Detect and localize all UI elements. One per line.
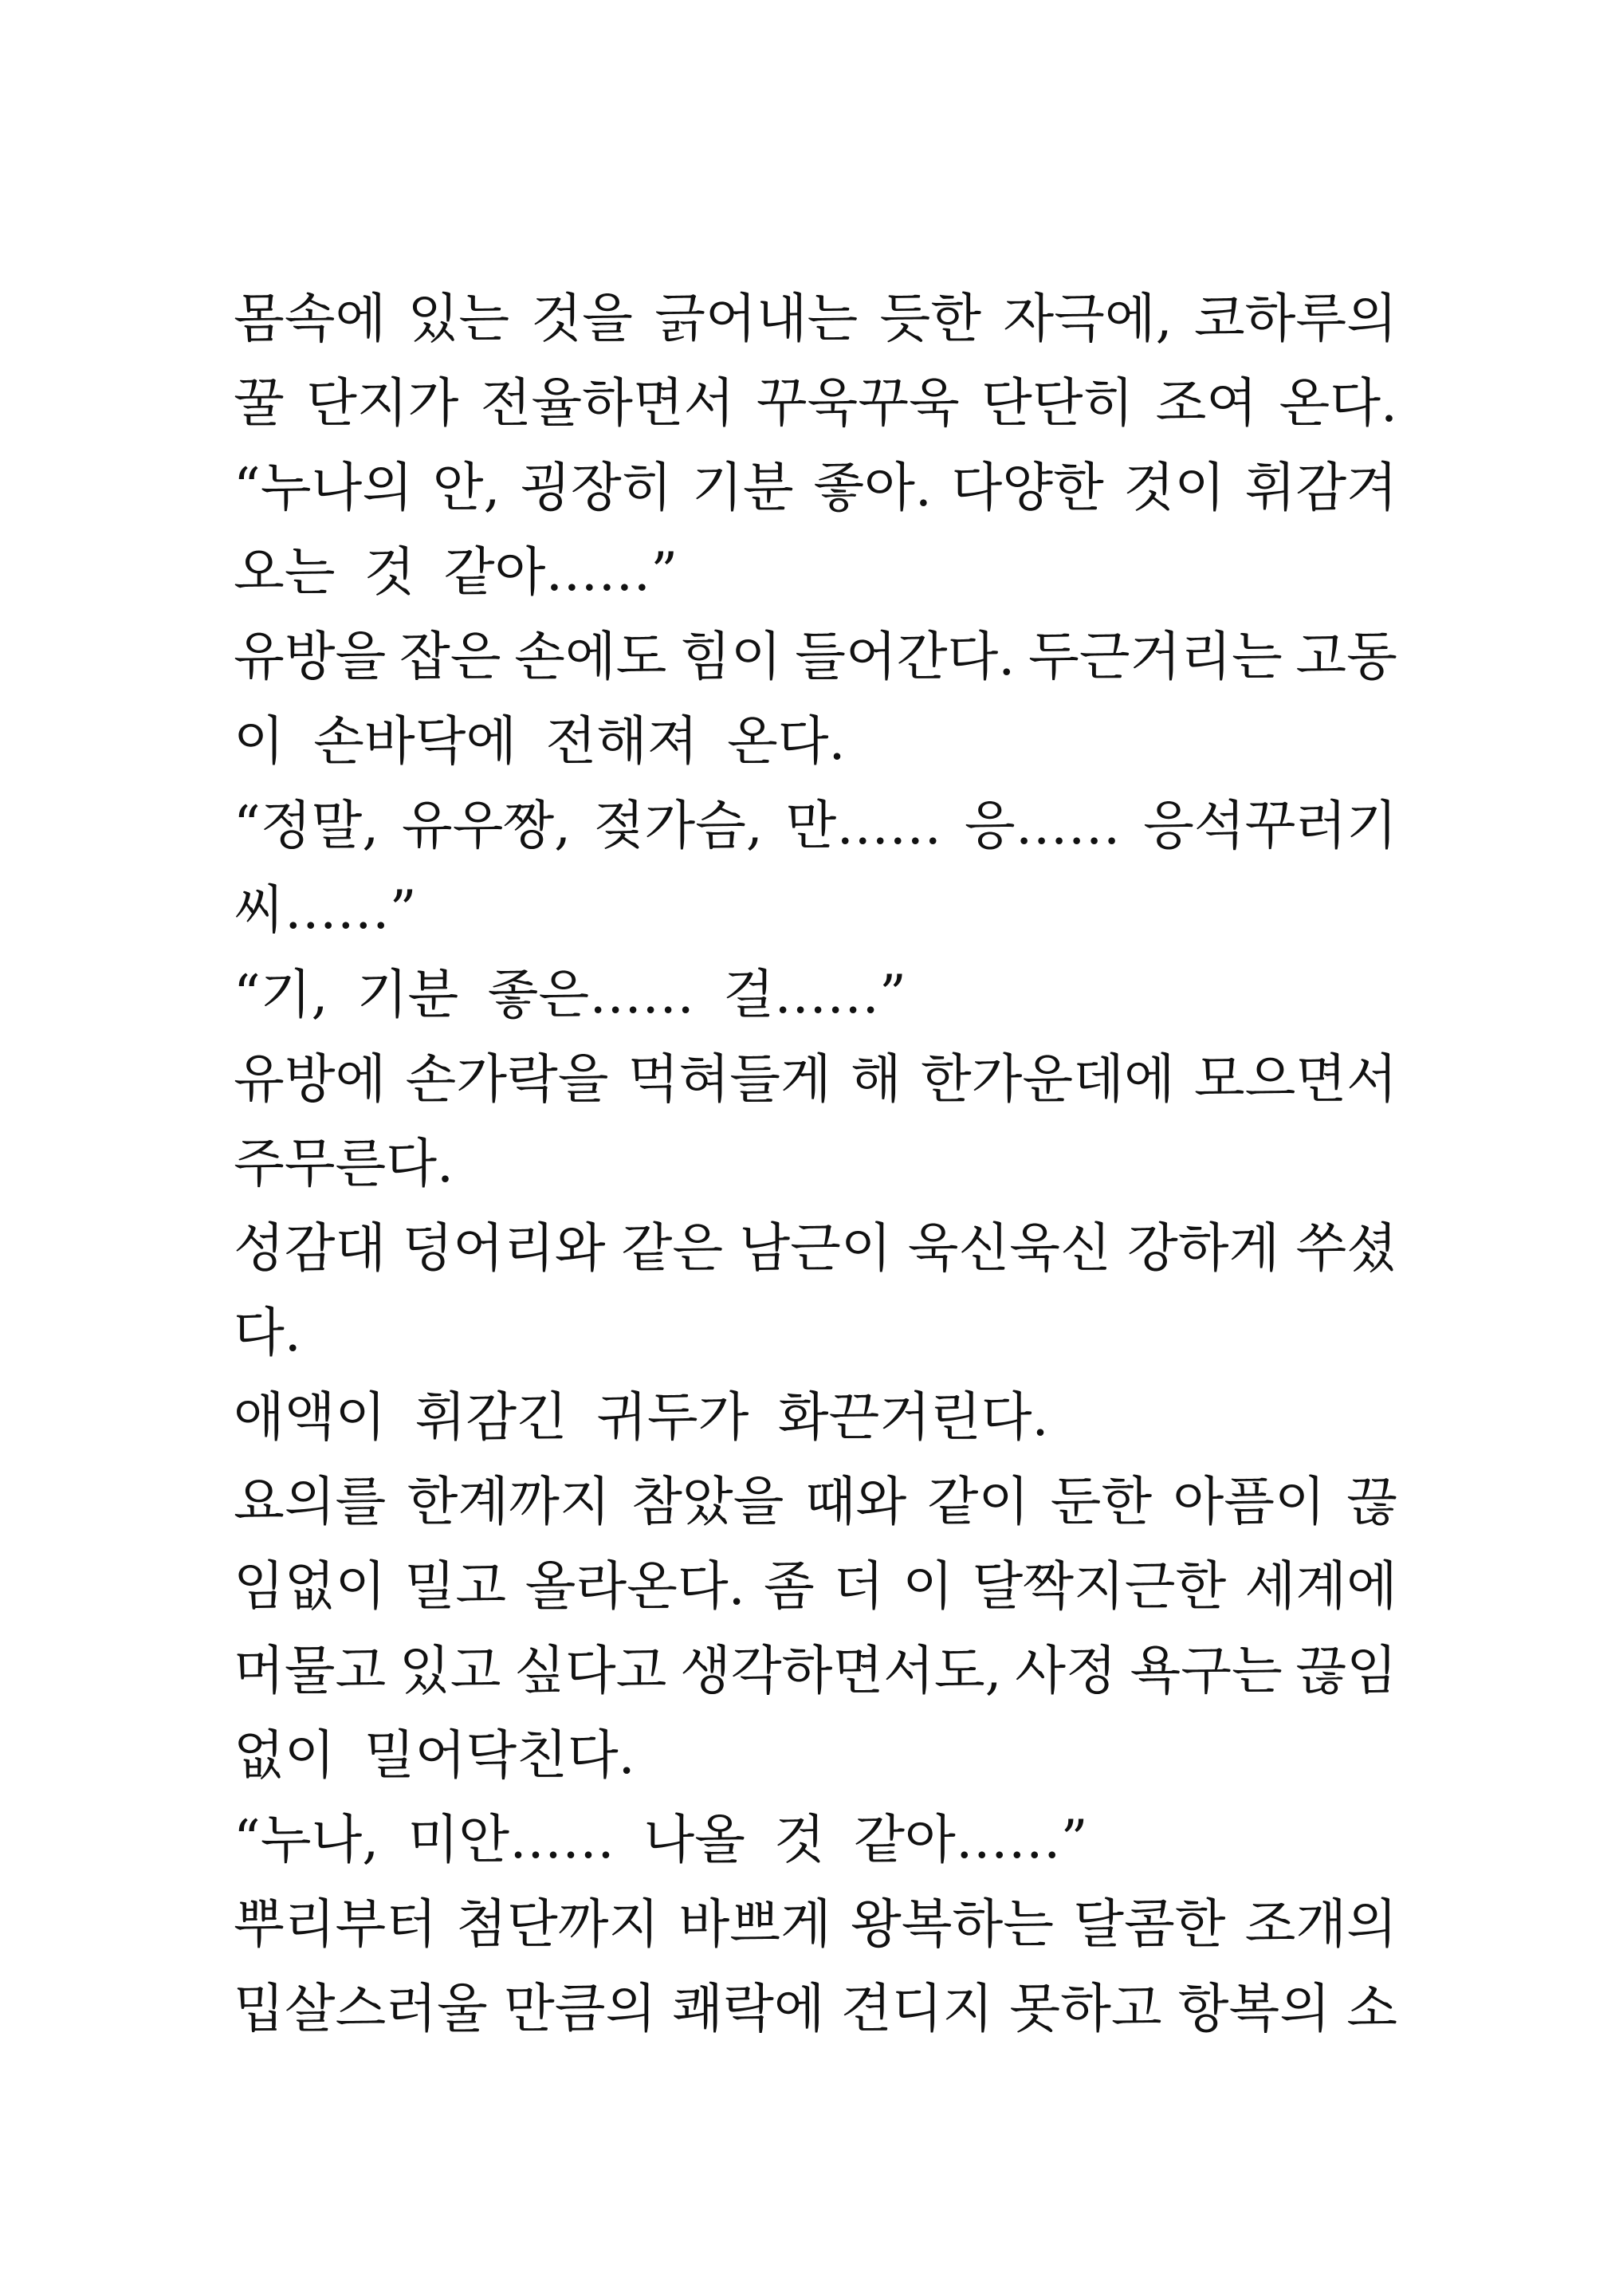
word: 기분 bbox=[356, 963, 459, 1025]
text-line bbox=[234, 525, 1397, 609]
word: 조개의 bbox=[1244, 1893, 1397, 1955]
word: “누나의 bbox=[234, 456, 414, 518]
word: 굉장히 bbox=[520, 456, 673, 518]
word: “기, bbox=[234, 963, 328, 1025]
word: 것 bbox=[774, 1808, 825, 1870]
word: “정말, bbox=[234, 794, 379, 856]
text-line bbox=[234, 863, 1397, 947]
word: 때와 bbox=[804, 1470, 907, 1532]
word: 쑤셨 bbox=[1295, 1217, 1397, 1279]
text-line bbox=[234, 1201, 1397, 1285]
word: 머물고 bbox=[234, 1639, 387, 1701]
word: 주무른다. bbox=[234, 1132, 454, 1194]
word: 밀어닥친다. bbox=[364, 1724, 635, 1786]
word: 끊 bbox=[1346, 1470, 1397, 1532]
text-line bbox=[234, 271, 1397, 356]
word: 올라온다. bbox=[525, 1555, 745, 1617]
word: 온다. bbox=[726, 710, 846, 772]
word: 힘이 bbox=[680, 625, 782, 687]
word: 씨……” bbox=[234, 879, 417, 941]
word: 요의를 bbox=[234, 1470, 387, 1532]
word: 기분 bbox=[692, 456, 794, 518]
text-line bbox=[234, 1370, 1397, 1454]
word: 꾸욱꾸욱 bbox=[756, 372, 960, 434]
word: 달짝지근한 bbox=[972, 1555, 1227, 1617]
text-line bbox=[234, 1539, 1397, 1623]
word: 듯한 bbox=[879, 287, 982, 349]
word: 미안…… bbox=[407, 1808, 615, 1870]
word: 다양한 bbox=[951, 456, 1104, 518]
word: 다. bbox=[234, 1301, 301, 1363]
word: 전해져 bbox=[545, 710, 698, 772]
word: 들어간다. bbox=[795, 625, 1016, 687]
word: 유우짱, bbox=[401, 794, 572, 856]
word: 좀 bbox=[763, 1555, 815, 1617]
word: 응…… bbox=[964, 794, 1121, 856]
word: 온다. bbox=[1279, 372, 1397, 434]
text-line bbox=[234, 1454, 1397, 1539]
text-line bbox=[234, 1285, 1397, 1370]
word: 뿌리부터 bbox=[234, 1893, 438, 1955]
text-line bbox=[234, 1032, 1397, 1116]
word: 오는 bbox=[234, 541, 336, 603]
word: 끊임 bbox=[1295, 1639, 1397, 1701]
word: 잡은 bbox=[399, 625, 501, 687]
word: 아픔이 bbox=[1173, 1470, 1326, 1532]
word: 덩어리와 bbox=[402, 1217, 606, 1279]
word: 사정 bbox=[1015, 1639, 1117, 1701]
word: 참았을 bbox=[631, 1470, 784, 1532]
word: 같아……” bbox=[443, 541, 678, 603]
word: 단단히 bbox=[981, 372, 1134, 434]
word: 만…… bbox=[785, 794, 942, 856]
text-line bbox=[234, 356, 1397, 440]
word: 좋아. bbox=[813, 456, 932, 518]
word: 꿀 bbox=[234, 372, 285, 434]
word: 두근거리는 bbox=[1028, 625, 1283, 687]
word: 젖가슴, bbox=[593, 794, 763, 856]
text-line bbox=[234, 1961, 1397, 2046]
word: 모으면서 bbox=[1193, 1048, 1397, 1110]
text-line bbox=[234, 1877, 1397, 1961]
word: 손바닥에 bbox=[313, 710, 517, 772]
word: “누나, bbox=[234, 1808, 379, 1870]
word: 코하루의 bbox=[1193, 287, 1397, 349]
word: 생각하면서도, bbox=[680, 1639, 1002, 1701]
word: 손에도 bbox=[514, 625, 667, 687]
word: 못하고 bbox=[1009, 1977, 1162, 2039]
word: 소 bbox=[1346, 1977, 1397, 2039]
text-line bbox=[234, 778, 1397, 863]
word: 먹혀들게 bbox=[627, 1048, 831, 1110]
word: 밉살스러울 bbox=[234, 1977, 488, 2039]
word: 단지가 bbox=[306, 372, 459, 434]
word: 첨단까지 bbox=[456, 1893, 660, 1955]
word: 귀두가 bbox=[596, 1386, 749, 1448]
word: 싶다고 bbox=[514, 1639, 667, 1701]
text-line bbox=[234, 1623, 1397, 1708]
word: 고동 bbox=[1295, 625, 1397, 687]
word: 견디지 bbox=[840, 1977, 994, 2039]
word: 둔한 bbox=[1050, 1470, 1153, 1532]
word: 나올 bbox=[643, 1808, 745, 1870]
word: 쾌락에 bbox=[672, 1977, 825, 2039]
word: 임없이 bbox=[234, 1555, 387, 1617]
word: 남근이 bbox=[739, 1217, 892, 1279]
text-line bbox=[234, 1116, 1397, 1201]
word: 더 bbox=[833, 1555, 884, 1617]
word: 좋은…… bbox=[487, 963, 695, 1025]
word: 애액이 bbox=[234, 1386, 387, 1448]
text-line bbox=[234, 1708, 1397, 1792]
word: 것 bbox=[364, 541, 415, 603]
body-text bbox=[234, 271, 1397, 2046]
word: 왕복하는 bbox=[850, 1893, 1054, 1955]
word: 강하게 bbox=[1127, 1217, 1280, 1279]
word: 밀고 bbox=[404, 1555, 507, 1617]
word: 해 bbox=[850, 1048, 902, 1110]
word: 있고 bbox=[399, 1639, 501, 1701]
word: 욱신욱신 bbox=[907, 1217, 1111, 1279]
word: 같이 bbox=[927, 1470, 1030, 1532]
word: 있는 bbox=[407, 287, 510, 349]
text-line bbox=[234, 694, 1397, 778]
word: 이 bbox=[902, 1555, 954, 1617]
word: 자극에, bbox=[1003, 287, 1173, 349]
word: 것을 bbox=[531, 287, 633, 349]
word: 성감대 bbox=[234, 1217, 387, 1279]
word: 한가운데에 bbox=[920, 1048, 1175, 1110]
word: 항복의 bbox=[1177, 1977, 1331, 2039]
word: 바쁘게 bbox=[678, 1893, 831, 1955]
word: 걸……” bbox=[723, 963, 906, 1025]
word: 조여 bbox=[1155, 372, 1258, 434]
word: 세계에 bbox=[1244, 1555, 1397, 1617]
word: 안, bbox=[432, 456, 501, 518]
word: 이 bbox=[234, 710, 285, 772]
word: 한계까지 bbox=[407, 1470, 611, 1532]
word: 화끈거린다. bbox=[777, 1386, 1049, 1448]
text-line bbox=[234, 440, 1397, 525]
word: 긁어내는 bbox=[654, 287, 859, 349]
text-line bbox=[234, 1792, 1397, 1877]
word: 것이 bbox=[1123, 456, 1225, 518]
word: 전율하면서 bbox=[480, 372, 735, 434]
word: 같아……” bbox=[854, 1808, 1088, 1870]
word: 몸속에 bbox=[234, 287, 387, 349]
word: 같은 bbox=[621, 1217, 724, 1279]
text-line bbox=[234, 947, 1397, 1032]
word: 없이 bbox=[234, 1724, 336, 1786]
word: 휘감긴 bbox=[415, 1386, 568, 1448]
word: 욕구는 bbox=[1130, 1639, 1283, 1701]
word: 응석꾸러기 bbox=[1143, 794, 1397, 856]
text-line bbox=[234, 609, 1397, 694]
word: 손가락을 bbox=[405, 1048, 609, 1110]
word: 달콤한 bbox=[1073, 1893, 1226, 1955]
word: 휘감겨 bbox=[1244, 456, 1397, 518]
word: 만큼의 bbox=[503, 1977, 657, 2039]
word: 유방에 bbox=[234, 1048, 387, 1110]
word: 유방을 bbox=[234, 625, 387, 687]
